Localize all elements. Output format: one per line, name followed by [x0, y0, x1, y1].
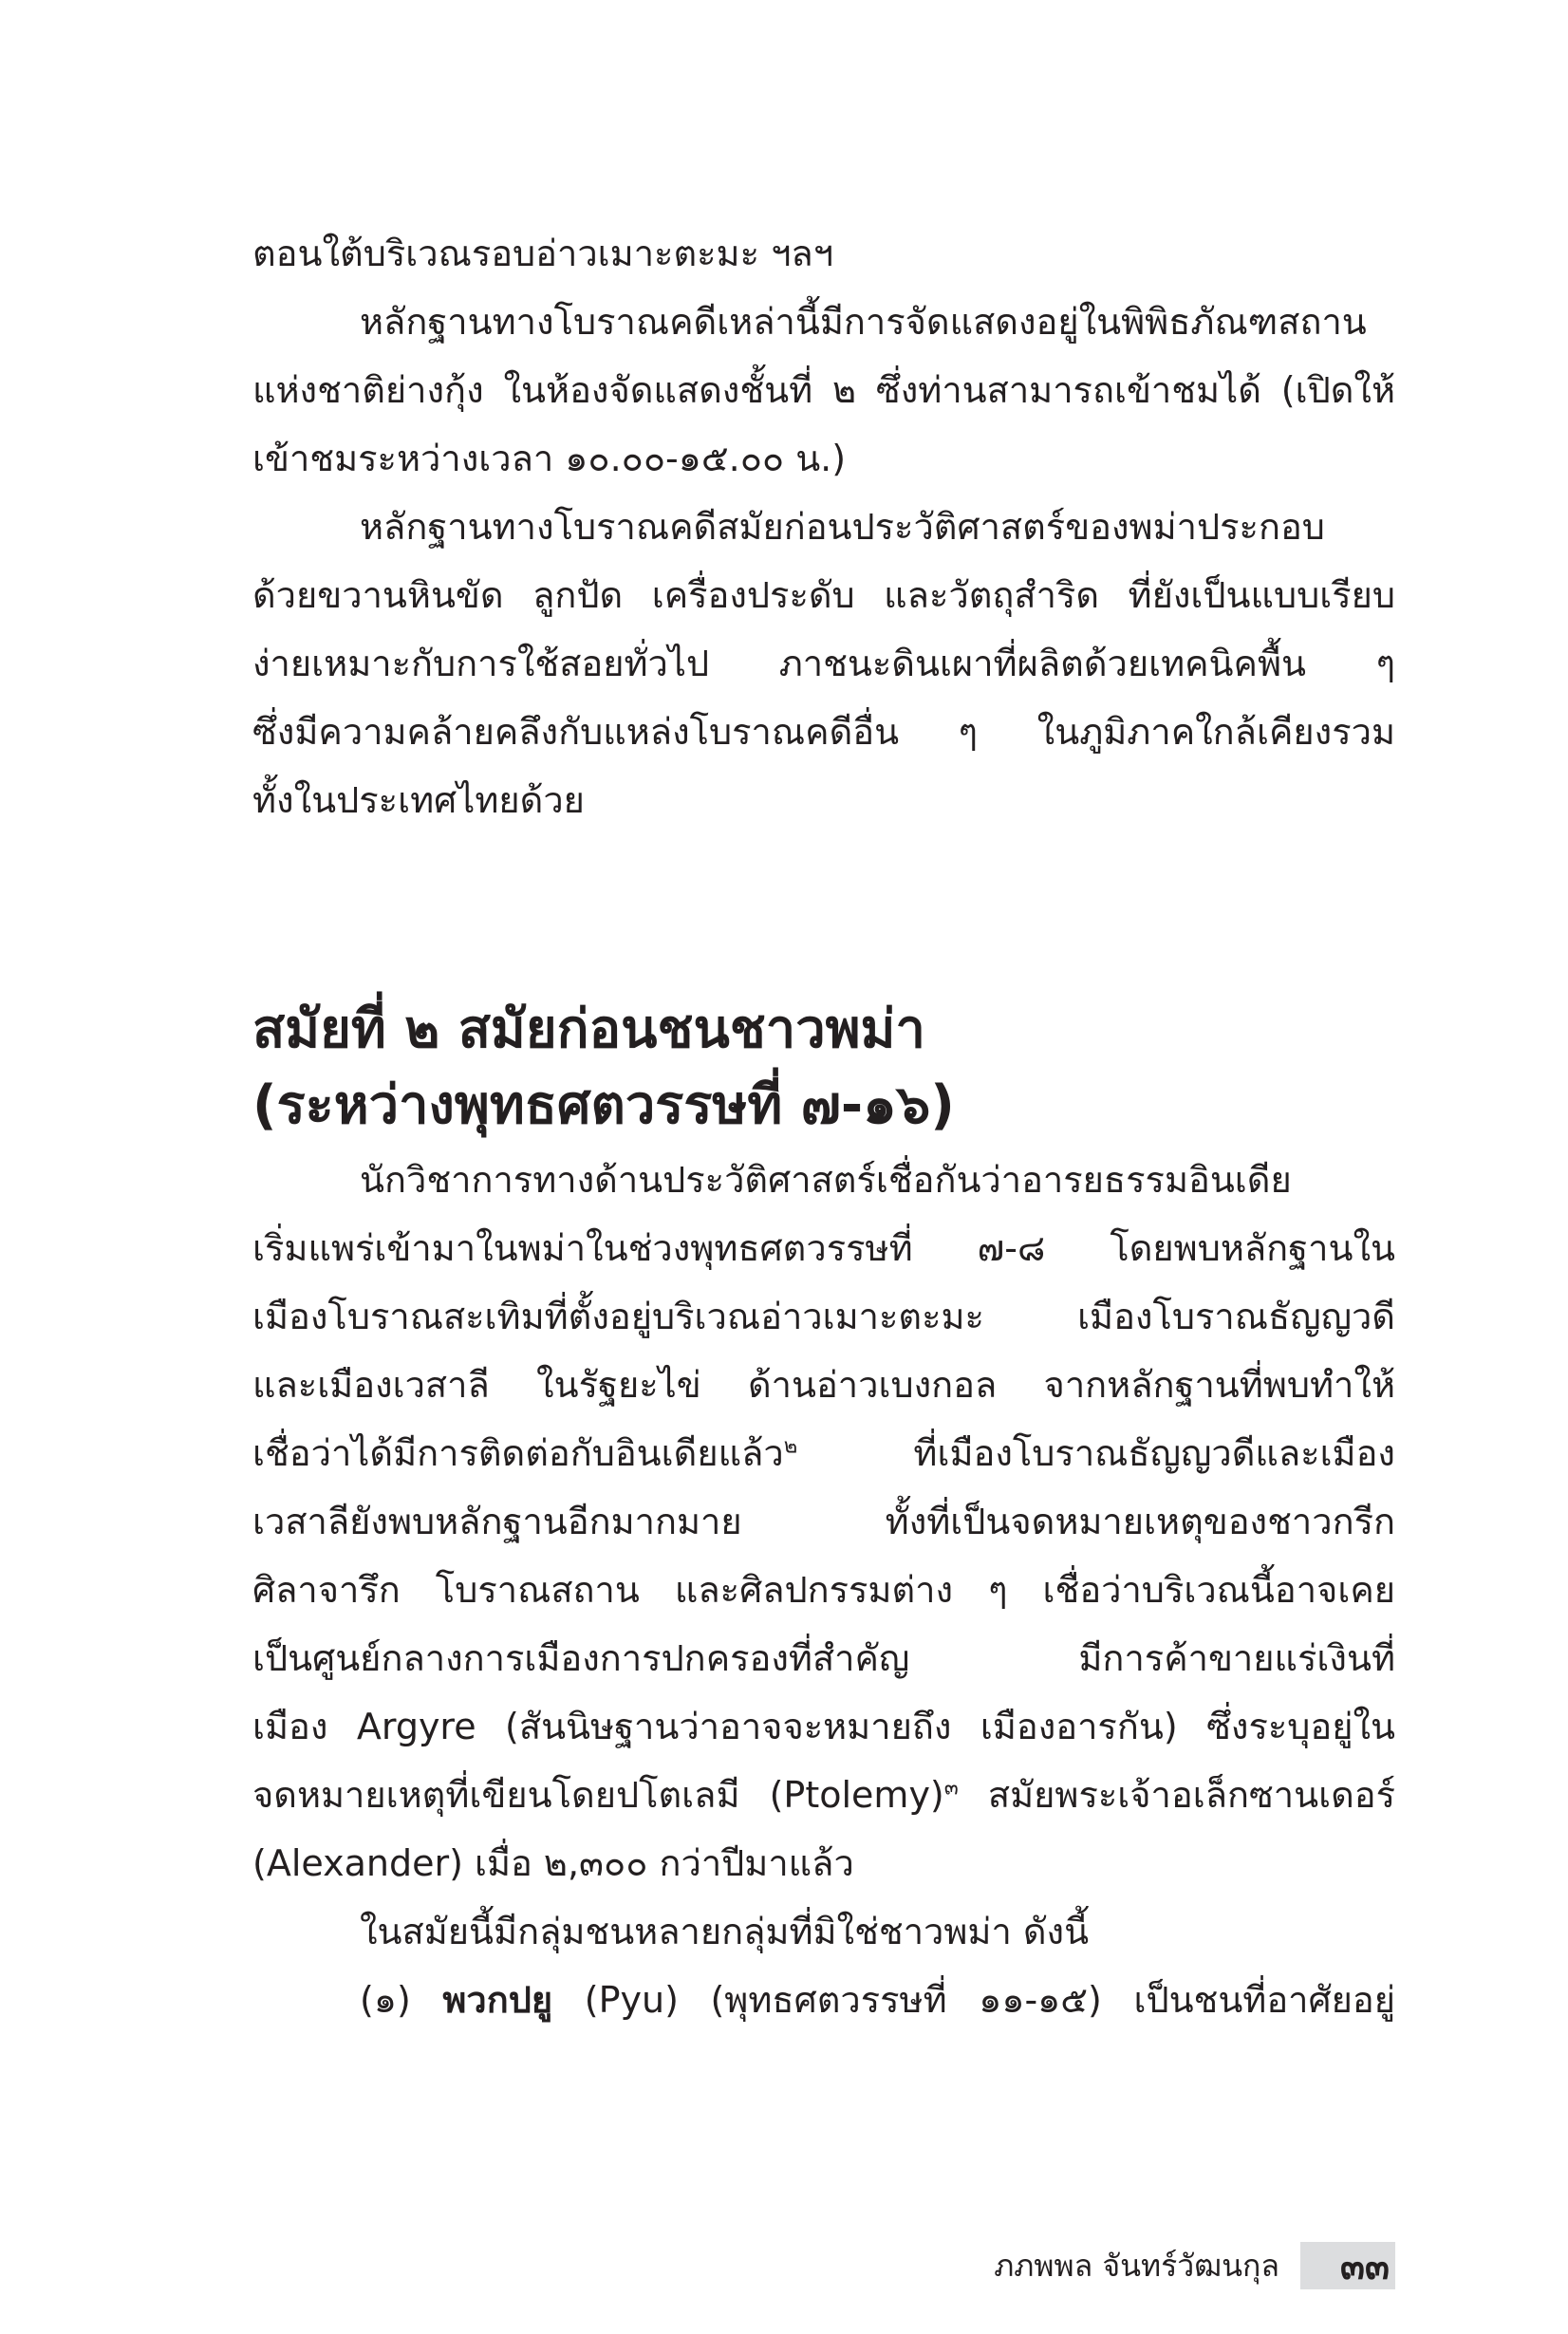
author-name: ภภพพล จันทร์วัฒนกุล: [994, 2247, 1279, 2284]
section-heading: [252, 992, 1395, 1144]
page-number: ๓๓: [1300, 2242, 1395, 2289]
heading-line-2: (ระหว่างพุทธศตวรรษที่ ๗-๑๖): [252, 1074, 955, 1136]
text-line: [252, 1419, 1395, 1487]
text-span: (Pyu) (พุทธศตวรรษที่ ๑๑-๑๕) เป็นชนที่อาศัยอยู่: [584, 1979, 1395, 2021]
footnote-ref[interactable]: ๓: [943, 1776, 959, 1801]
text-line: ตอนใต้บริเวณรอบอ่าวเมาะตะมะ ฯลฯ: [252, 233, 834, 274]
text-line: เริ่มแพร่เข้ามาในพม่าในช่วงพุทธศตวรรษที่ ๗-๘ โดยพบหลักฐานใน: [252, 1227, 1395, 1269]
list-number: (๑): [360, 1979, 411, 2021]
text-line: เวสาลียังพบหลักฐานอีกมากมาย ทั้งที่เป็นจดหมายเหตุของชาวกรีก: [252, 1501, 1395, 1542]
bold-term: พวกปยู: [442, 1979, 553, 2021]
text-line: ง่ายเหมาะกับการใช้สอยทั่วไป ภาชนะดินเผาที่ผลิตด้วยเทคนิคพื้น ๆ: [252, 643, 1395, 684]
text-span: ที่เมืองโบราณธัญญวดีและเมือง: [913, 1432, 1395, 1474]
text-line: แห่งชาติย่างกุ้ง ในห้องจัดแสดงชั้นที่ ๒ ซึ่งท่านสามารถเข้าชมได้ (เปิดให้: [252, 369, 1395, 411]
page-footer: [978, 2242, 1395, 2289]
text-line: นักวิชาการทางด้านประวัติศาสตร์เชื่อกันว่าอารยธรรมอินเดีย: [360, 1159, 1292, 1201]
text-line: ในสมัยนี้มีกลุ่มชนหลายกลุ่มที่มิใช่ชาวพม่า ดังนี้: [360, 1911, 1090, 1952]
text-line: เป็นศูนย์กลางการเมืองการปกครองที่สำคัญ มีการค้าขายแร่เงินที่: [252, 1637, 1395, 1679]
text-line: ศิลาจารึก โบราณสถาน และศิลปกรรมต่าง ๆ เชื่อว่าบริเวณนี้อาจเคย: [252, 1569, 1395, 1611]
section-2: [252, 1146, 1395, 2034]
text-line: หลักฐานทางโบราณคดีสมัยก่อนประวัติศาสตร์ของพม่าประกอบ: [360, 506, 1325, 548]
section-1: [252, 219, 1395, 834]
text-line: เมือง Argyre (สันนิษฐานว่าอาจจะหมายถึง เมืองอารกัน) ซึ่งระบุอยู่ใน: [252, 1706, 1395, 1747]
heading-line-1: สมัยที่ ๒ สมัยก่อนชนชาวพม่า: [252, 999, 925, 1060]
text-span: จดหมายเหตุที่เขียนโดยปโตเลมี (Ptolemy): [252, 1774, 944, 1816]
text-span: เชื่อว่าได้มีการติดต่อกับอินเดียแล้ว: [252, 1432, 784, 1474]
text-line: และเมืองเวสาลี ในรัฐยะไข่ ด้านอ่าวเบงกอล จากหลักฐานที่พบทำให้: [252, 1364, 1395, 1406]
text-line: ด้วยขวานหินขัด ลูกปัด เครื่องประดับ และวัตถุสำริด ที่ยังเป็นแบบเรียบ: [252, 574, 1395, 616]
text-line: เข้าชมระหว่างเวลา ๑๐.๐๐-๑๕.๐๐ น.): [252, 438, 847, 479]
text-line: [252, 1966, 1395, 2034]
text-line: เมืองโบราณสะเทิมที่ตั้งอยู่บริเวณอ่าวเมาะตะมะ เมืองโบราณธัญญวดี: [252, 1296, 1395, 1337]
text-line: ทั้งในประเทศไทยด้วย: [252, 779, 585, 821]
text-line: หลักฐานทางโบราณคดีเหล่านี้มีการจัดแสดงอยู่ในพิพิธภัณฑสถาน: [360, 301, 1367, 343]
text-line: [252, 1761, 1395, 1829]
text-line: (Alexander) เมื่อ ๒,๓๐๐ กว่าปีมาแล้ว: [252, 1842, 854, 1884]
footnote-ref[interactable]: ๒: [783, 1434, 798, 1459]
text-span: สมัยพระเจ้าอเล็กซานเดอร์: [987, 1774, 1395, 1816]
text-line: ซึ่งมีความคล้ายคลึงกับแหล่งโบราณคดีอื่น ๆ ในภูมิภาคใกล้เคียงรวม: [252, 711, 1395, 753]
